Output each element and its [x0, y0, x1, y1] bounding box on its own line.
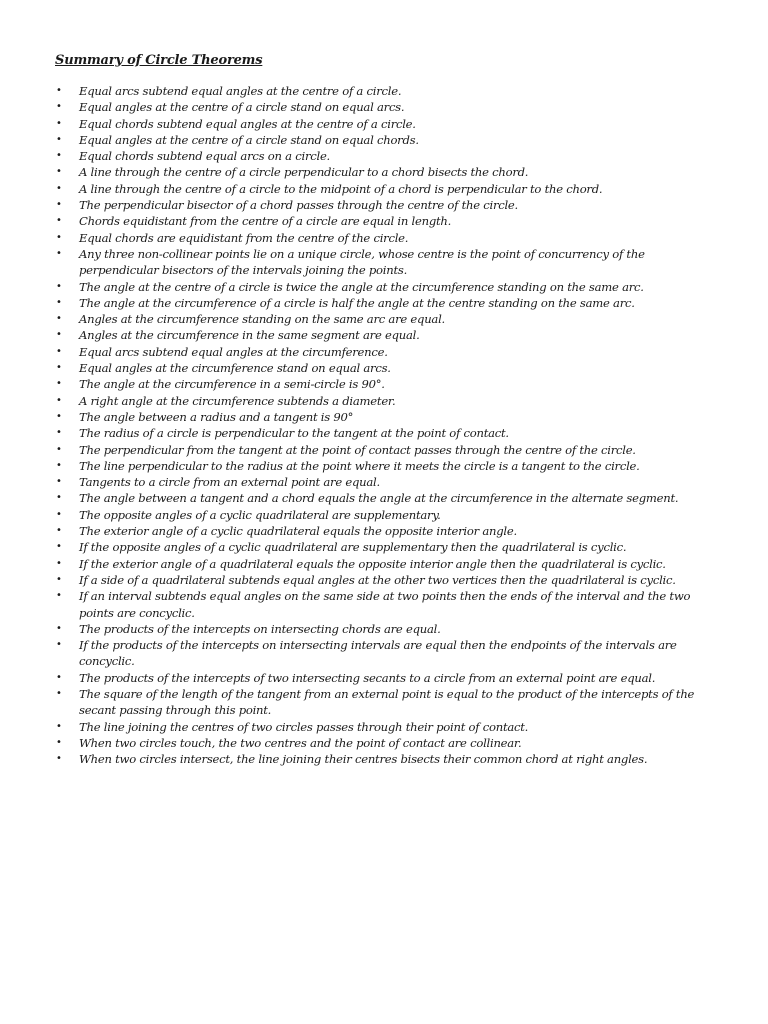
list-item — [0, 311, 699, 327]
list-item — [0, 637, 699, 670]
theorem-text: Chords equidistant from the centre of a circle are equal in length. — [79, 214, 452, 229]
list-item — [0, 572, 699, 588]
list-item — [0, 523, 699, 539]
list-item — [0, 474, 699, 490]
bullet-icon: • — [56, 182, 62, 194]
list-item — [0, 507, 699, 523]
bullet-icon: • — [56, 525, 62, 537]
bullet-icon: • — [56, 410, 62, 422]
bullet-icon: • — [56, 492, 62, 504]
bullet-icon: • — [56, 459, 62, 471]
list-item — [0, 246, 699, 279]
list-item — [0, 181, 699, 197]
theorem-text: Equal chords subtend equal angles at the centre of a circle. — [79, 116, 416, 131]
bullet-icon: • — [56, 557, 62, 569]
theorem-text: Angles at the circumference in the same segment are equal. — [79, 328, 420, 343]
theorem-text: If the opposite angles of a cyclic quadrilateral are supplementary then the quadrilateral is cyclic. — [79, 540, 627, 555]
bullet-icon: • — [56, 101, 62, 113]
bullet-icon: • — [56, 117, 62, 129]
theorem-text: If a side of a quadrilateral subtends equal angles at the other two vertices then the quadrilateral is cyclic. — [79, 572, 676, 587]
bullet-icon: • — [56, 671, 62, 683]
list-item — [0, 458, 699, 474]
list-item — [0, 197, 699, 213]
list-item — [0, 588, 699, 621]
theorem-text: Tangents to a circle from an external point are equal. — [79, 475, 380, 490]
bullet-icon: • — [56, 443, 62, 455]
theorem-text: Any three non-collinear points lie on a unique circle, whose centre is the point of concurrency of the perpendicular bisectors of the intervals joining the points. — [79, 246, 645, 278]
document-title: Summary of Circle Theorems — [55, 53, 263, 68]
list-item — [0, 99, 699, 115]
list-item — [0, 360, 699, 376]
list-item — [0, 116, 699, 132]
theorem-text: If the products of the intercepts on intersecting intervals are equal then the endpoints of the intervals are concyclic. — [79, 638, 677, 669]
list-item — [0, 376, 699, 392]
bullet-icon: • — [56, 85, 62, 96]
list-item — [0, 621, 699, 637]
theorem-text: If an interval subtends equal angles on the same side at two points then the ends of the interval and the two points are concyclic. — [79, 589, 691, 620]
theorem-list — [0, 83, 768, 767]
theorem-text: Equal arcs subtend equal angles at the circumference. — [79, 344, 388, 359]
theorem-text: A right angle at the circumference subtends a diameter. — [79, 393, 396, 408]
bullet-icon: • — [56, 345, 62, 357]
theorem-text: The products of the intercepts on intersecting chords are equal. — [79, 621, 441, 636]
theorem-text: Angles at the circumference standing on the same arc are equal. — [79, 312, 445, 327]
list-item — [0, 132, 699, 148]
theorem-text: The opposite angles of a cyclic quadrilateral are supplementary. — [79, 507, 441, 522]
bullet-icon: • — [56, 427, 62, 439]
bullet-icon: • — [56, 541, 62, 553]
bullet-icon: • — [56, 687, 62, 699]
bullet-icon: • — [56, 231, 62, 243]
bullet-icon: • — [56, 362, 62, 374]
bullet-icon: • — [56, 199, 62, 211]
list-item — [0, 148, 699, 164]
theorem-text: The angle at the centre of a circle is twice the angle at the circumference standing on the same arc. — [79, 279, 644, 294]
bullet-icon: • — [56, 508, 62, 520]
theorem-text: Equal arcs subtend equal angles at the centre of a circle. — [79, 84, 402, 98]
bullet-icon: • — [56, 150, 62, 162]
list-item — [0, 327, 699, 343]
theorem-text: The angle at the circumference of a circle is half the angle at the centre standing on the same arc. — [79, 295, 635, 310]
bullet-icon: • — [56, 313, 62, 325]
bullet-icon: • — [56, 215, 62, 227]
theorem-text: Equal angles at the centre of a circle stand on equal arcs. — [79, 100, 405, 115]
theorem-text: The angle between a tangent and a chord equals the angle at the circumference in the alternate segment. — [79, 491, 679, 506]
theorem-text: A line through the centre of a circle perpendicular to a chord bisects the chord. — [79, 165, 529, 180]
bullet-icon: • — [56, 247, 62, 259]
list-item — [0, 409, 699, 425]
list-item — [0, 539, 699, 555]
bullet-icon: • — [56, 476, 62, 488]
theorem-text: The products of the intercepts of two intersecting secants to a circle from an external point are equal. — [79, 670, 656, 685]
list-item — [0, 670, 699, 686]
theorem-text: The perpendicular from the tangent at the point of contact passes through the centre of the circle. — [79, 442, 636, 457]
bullet-icon: • — [56, 166, 62, 178]
bullet-icon: • — [56, 736, 62, 748]
theorem-text: When two circles intersect, the line joining their centres bisects their common chord at right angles. — [79, 752, 648, 767]
bullet-icon: • — [56, 394, 62, 406]
bullet-icon: • — [56, 590, 62, 602]
list-item — [0, 751, 699, 767]
theorem-text: Equal angles at the centre of a circle stand on equal chords. — [79, 132, 419, 147]
bullet-icon: • — [56, 720, 62, 732]
theorem-text: A line through the centre of a circle to the midpoint of a chord is perpendicular to the chord. — [79, 181, 603, 196]
list-item — [0, 735, 699, 751]
theorem-text: Equal chords are equidistant from the centre of the circle. — [79, 230, 409, 245]
list-item — [0, 213, 699, 229]
theorem-text: The exterior angle of a cyclic quadrilateral equals the opposite interior angle. — [79, 524, 517, 539]
bullet-icon: • — [56, 296, 62, 308]
list-item — [0, 230, 699, 246]
bullet-icon: • — [56, 573, 62, 585]
list-item — [0, 295, 699, 311]
list-item — [0, 279, 699, 295]
theorem-text: The line perpendicular to the radius at the point where it meets the circle is a tangent to the circle. — [79, 458, 640, 473]
bullet-icon: • — [56, 639, 62, 651]
theorem-text: The angle at the circumference in a semi-circle is 90°. — [79, 377, 385, 392]
theorem-text: The radius of a circle is perpendicular to the tangent at the point of contact. — [79, 426, 509, 441]
bullet-icon: • — [56, 622, 62, 634]
theorem-text: Equal chords subtend equal arcs on a circle. — [79, 149, 330, 164]
list-item — [0, 344, 699, 360]
list-item — [0, 490, 699, 506]
theorem-text: The line joining the centres of two circles passes through their point of contact. — [79, 719, 529, 734]
list-item — [0, 686, 699, 719]
list-item — [0, 719, 699, 735]
theorem-text: If the exterior angle of a quadrilateral equals the opposite interior angle then the quadrilateral is cyclic. — [79, 556, 666, 571]
list-item — [0, 425, 699, 441]
bullet-icon: • — [56, 133, 62, 145]
list-item — [0, 164, 699, 180]
theorem-text: When two circles touch, the two centres and the point of contact are collinear. — [79, 735, 522, 750]
theorem-text: The square of the length of the tangent from an external point is equal to the product of the intercepts of the secant passing through this point. — [79, 686, 695, 718]
bullet-icon: • — [56, 329, 62, 341]
bullet-icon: • — [56, 280, 62, 292]
list-item — [0, 556, 699, 572]
theorem-text: Equal angles at the circumference stand on equal arcs. — [79, 361, 391, 376]
list-item — [0, 83, 699, 99]
theorem-text: The angle between a radius and a tangent is 90° — [79, 409, 354, 424]
theorem-text: The perpendicular bisector of a chord passes through the centre of the circle. — [79, 198, 518, 213]
list-item — [0, 393, 699, 409]
list-item — [0, 442, 699, 458]
bullet-icon: • — [56, 378, 62, 390]
bullet-icon: • — [56, 753, 62, 765]
